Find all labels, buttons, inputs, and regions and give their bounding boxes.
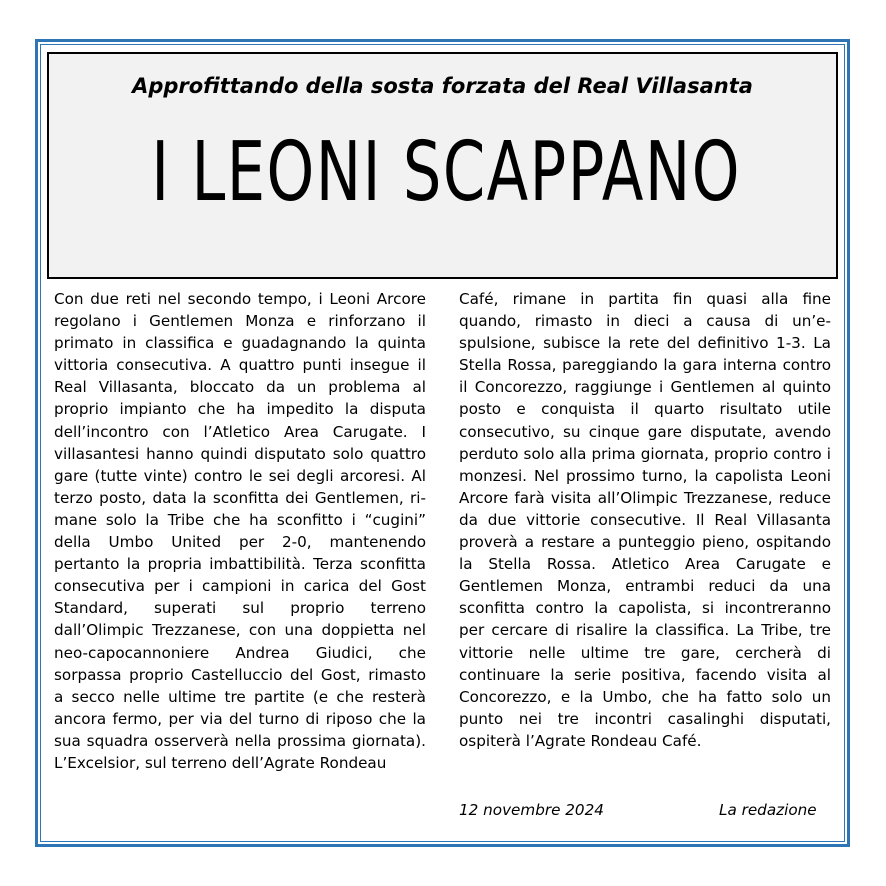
article-column-left: Con due reti nel secondo tempo, i Leoni Arcore regolano i Gentlemen Monza e rinforzano il primato in classifica e guadagnando la quinta vittoria consecutiva. A quattro punti insegue il Real Villasanta, bloccato da un problema al proprio impianto che ha impedito la disputa dell’incontro con l’Atletico Area Carugate. I villasantesi hanno quindi disputato solo quattro gare (tutte vinte) contro le sei degli arcoresi. Al terzo posto, data la sconfitta dei Gentlemen, rimane solo la Tribe che ha sconfitto i “cugini” della Umbo United per 2-0, mantenendo pertanto la propria imbattibilità. Terza sconfitta consecutiva per i campioni in carica del Gost Standard, superati sul proprio terreno dall’Olimpic Trezzanese, con una doppietta nel neo-capocannoniere Andrea Giudici, che sorpassa proprio Castelluccio del Gost, rimasto a secco nelle ultime tre partite (e che resterà ancora fermo, per via del turno di riposo che la sua squadra osserverà nella prossima giornata). L’Excelsior, sul terreno dell’Agrate Rondeau: [54, 290, 426, 772]
header-box: [47, 52, 838, 279]
article-subtitle: Approfittando della sosta forzata del Real Villasanta: [132, 74, 753, 98]
article-headline: I LEONI SCAPPANO: [151, 125, 742, 220]
article-column-right: Café, rimane in partita fin quasi alla fine quando, rimasto in dieci a causa di un’espulsione, subisce la rete del definitivo 1-3. La Stella Rossa, pareggiando la gara interna contro il Concorezzo, raggiunge i Gentlemen al quinto posto e conquista il quarto risultato utile consecutivo, su cinque gare disputate, avendo perduto solo alla prima giornata, proprio contro i monzesi. Nel prossimo turno, la capolista Leoni Arcore farà visita all’Olimpic Trezzanese, reduce da due vittorie consecutive. Il Real Villasanta proverà a restare a punteggio pieno, ospitando la Stella Rossa. Atletico Area Carugate e Gentlemen Monza, entrambi reduci da una sconfitta contro la capolista, si incontreranno per cercare di risalire la classifica. La Tribe, tre vittorie nelle ultime tre gare, cercherà di continuare la serie positiva, facendo visita al Concorezzo, e la Umbo, che ha fatto solo un punto nei tre incontri casalinghi disputati, ospiterà l’Agrate Rondeau Café.: [459, 290, 831, 750]
article-author: La redazione: [719, 801, 817, 819]
article-date: 12 novembre 2024: [459, 801, 604, 819]
